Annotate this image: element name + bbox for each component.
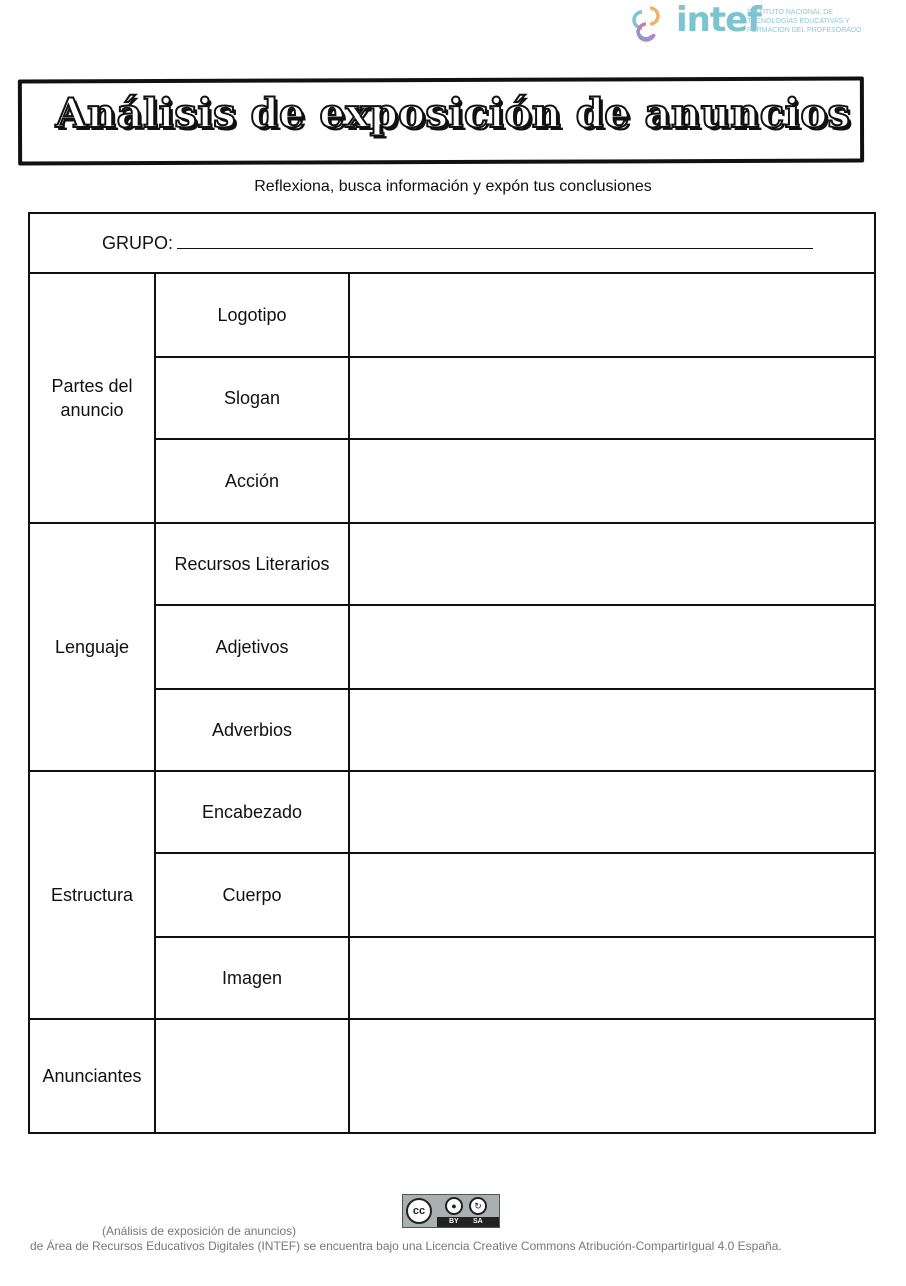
answer-cell-imagen[interactable]	[349, 937, 875, 1019]
table-row	[29, 605, 875, 689]
intef-brand-text: intef	[676, 0, 761, 40]
answer-cell-adverbios[interactable]	[349, 689, 875, 771]
item-label-imagen: Imagen	[155, 937, 349, 1019]
table-row	[29, 357, 875, 439]
answer-cell-logotipo[interactable]	[349, 273, 875, 357]
footer-license-text: de Área de Recursos Educativos Digitales (INTEF) se encuentra bajo una Licencia Creative Commons Atribución-CompartirIgual 4.0 España.	[30, 1239, 782, 1253]
table-row	[29, 937, 875, 1019]
attribution-icon: ●	[445, 1197, 463, 1215]
section-label-estructura: Estructura	[29, 771, 155, 1019]
table-row	[29, 273, 875, 357]
footer-work-title: (Análisis de exposición de anuncios)	[102, 1224, 297, 1238]
answer-cell-cuerpo[interactable]	[349, 853, 875, 937]
group-row	[29, 213, 875, 273]
item-label-adverbios: Adverbios	[155, 689, 349, 771]
item-label-cuerpo: Cuerpo	[155, 853, 349, 937]
section-label-lenguaje: Lenguaje	[29, 523, 155, 771]
table-row	[29, 1019, 875, 1133]
group-cell[interactable]	[29, 213, 875, 273]
answer-cell-recursos-literarios[interactable]	[349, 523, 875, 605]
table-row	[29, 771, 875, 853]
table-row	[29, 523, 875, 605]
item-label-recursos-literarios: Recursos Literarios	[155, 523, 349, 605]
item-label-accion: Acción	[155, 439, 349, 523]
section-label-partes: Partes del anuncio	[29, 273, 155, 523]
item-label-adjetivos: Adjetivos	[155, 605, 349, 689]
item-label-slogan: Slogan	[155, 357, 349, 439]
intef-logo-icon	[634, 8, 658, 40]
page-title: Análisis de exposición de anuncios	[55, 90, 851, 137]
answer-cell-slogan[interactable]	[349, 357, 875, 439]
answer-cell-anunciantes-left[interactable]	[155, 1019, 349, 1133]
answer-cell-anunciantes-right[interactable]	[349, 1019, 875, 1133]
cc-by-label: BY	[449, 1218, 459, 1225]
answer-cell-encabezado[interactable]	[349, 771, 875, 853]
answer-cell-accion[interactable]	[349, 439, 875, 523]
group-name-line[interactable]	[177, 234, 813, 249]
table-row	[29, 439, 875, 523]
table-row	[29, 853, 875, 937]
section-label-anunciantes: Anunciantes	[29, 1019, 155, 1133]
group-label: GRUPO:	[102, 233, 174, 253]
analysis-table	[28, 212, 876, 1134]
cc-icon: cc	[406, 1198, 432, 1224]
share-alike-icon: ↻	[469, 1197, 487, 1215]
item-label-logotipo: Logotipo	[155, 273, 349, 357]
page-subtitle: Reflexiona, busca información y expón tus conclusiones	[254, 178, 652, 195]
cc-band	[437, 1217, 499, 1227]
answer-cell-adjetivos[interactable]	[349, 605, 875, 689]
table-row	[29, 689, 875, 771]
intef-subtitle: INSTITUTO NACIONAL DE TECNOLOGÍAS EDUCATIVAS Y FORMACIÓN DEL PROFESORADO	[747, 9, 862, 34]
item-label-encabezado: Encabezado	[155, 771, 349, 853]
cc-sa-label: SA	[473, 1218, 483, 1225]
cc-license-badge[interactable]	[402, 1194, 500, 1228]
